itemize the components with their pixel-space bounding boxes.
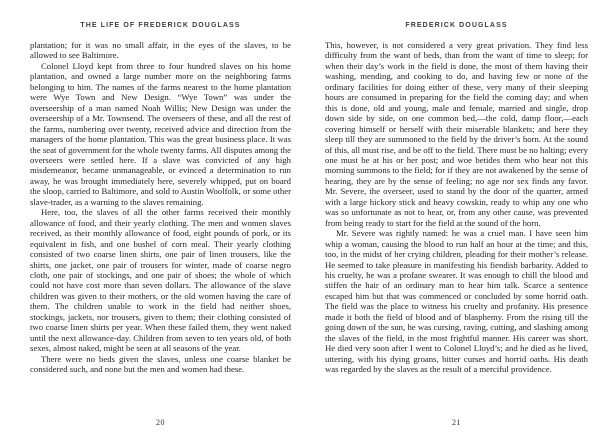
- paragraph: Here, too, the slaves of all the other farms received their monthly allowance of food, and their yearly clothing. The men and women slaves received, as their monthly allowance of food, eight pounds of pork, or its equivalent in fish, and one bushel of corn meal. Their yearly clothing consisted of two coarse linen shirts, one pair of linen trousers, like the shirts, one jacket, one pair of trousers for winter, made of coarse negro cloth, one pair of stockings, and one pair of shoes; the whole of which could not have cost more than seven dollars. The allowance of the slave children was given to their mothers, or the old women having the care of them. The children unable to work in the field had neither shoes, stockings, jackets, nor trousers, given to them; their clothing consisted of two coarse linen shirts per year. When these failed them, they went naked until the next allowance-day. Children from seven to ten years old, of both sexes, almost naked, might be seen at all seasons of the year.: [30, 207, 291, 354]
- left-page: [30, 22, 291, 434]
- running-header-right: FREDERICK DOUGLASS: [405, 22, 508, 29]
- page-body-left: [30, 40, 291, 375]
- page-number-right: 21: [452, 418, 461, 427]
- paragraph: Mr. Severe was rightly named: he was a cruel man. I have seen him whip a woman, causing the blood to run half an hour at the time; and this, too, in the midst of her crying children, pleading for their mother’s release. He seemed to take pleasure in manifesting his fiendish barbarity. Added to his cruelty, he was a profane swearer. It was enough to chill the blood and stiffen the hair of an ordinary man to hear him talk. Scarce a sentence escaped him but that was commenced or concluded by some horrid oath. The field was the place to witness his cruelty and profanity. His presence made it both the field of blood and of blasphemy. From the rising till the going down of the sun, he was cursing, raving, cutting, and slashing among the slaves of the field, in the most frightful manner. His career was short. He died very soon after I went to Colonel Lloyd’s; and he died as he lived, uttering, with his dying groans, bitter curses and horrid oaths. His death was regarded by the slaves as the result of a merciful providence.: [325, 228, 588, 375]
- running-header-left: THE LIFE OF FREDERICK DOUGLASS: [80, 22, 241, 29]
- paragraph: plantation; for it was no small affair, in the eyes of the slaves, to be allowed to see Baltimore.: [30, 40, 291, 61]
- page-body-right: [325, 40, 588, 375]
- paragraph: There were no beds given the slaves, unless one coarse blanket be considered such, and none but the men and women had these.: [30, 353, 291, 375]
- page-number-left: 20: [156, 418, 165, 427]
- right-page: [325, 22, 588, 434]
- paragraph: Colonel Lloyd kept from three to four hundred slaves on his home plantation, and owned a large number more on the neighboring farms belonging to him. The names of the farms nearest to the home plantation were Wye Town and New Design. “Wye Town” was under the overseership of a man named Noah Willis; New Design was under the overseership of a Mr. Townsend. The overseers of these, and all the rest of the farms, numbering over twenty, received advice and direction from the managers of the home plantation. This was the great business place. It was the seat of government for the whole twenty farms. All disputes among the overseers were settled here. If a slave was convicted of any high misdemeanor, became unmanageable, or evinced a determination to run away, he was brought immediately here, severely whipped, put on board the sloop, carried to Baltimore, and sold to Austin Woolfolk, or some other slave-trader, as a warning to the slaves remaining.: [30, 60, 291, 207]
- paragraph: This, however, is not considered a very great privation. They find less difficulty from the want of beds, than from the want of time to sleep; for when their day’s work in the field is done, the most of them having their washing, mending, and cooking to do, and having few or none of the ordinary facilities for doing either of these, very many of their sleeping hours are consumed in preparing for the field the coming day; and when this is done, old and young, male and female, married and single, drop down side by side, on one common bed,—the cold, damp floor,—each covering himself or herself with their miserable blankets; and here they sleep till they are summoned to the field by the driver’s horn. At the sound of this, all must rise, and be off to the field. There must be no halting; every one must be at his or her post; and woe betides them who hear not this morning summons to the field; for if they are not awakened by the sense of hearing, they are by the sense of feeling; no age nor sex finds any favor. Mr. Severe, the overseer, used to stand by the door of the quarter, armed with a large hickory stick and heavy cowskin, ready to whip any one who was so unfortunate as not to hear, or, from any other cause, was prevented from being ready to start for the field at the sound of the horn.: [325, 40, 588, 228]
